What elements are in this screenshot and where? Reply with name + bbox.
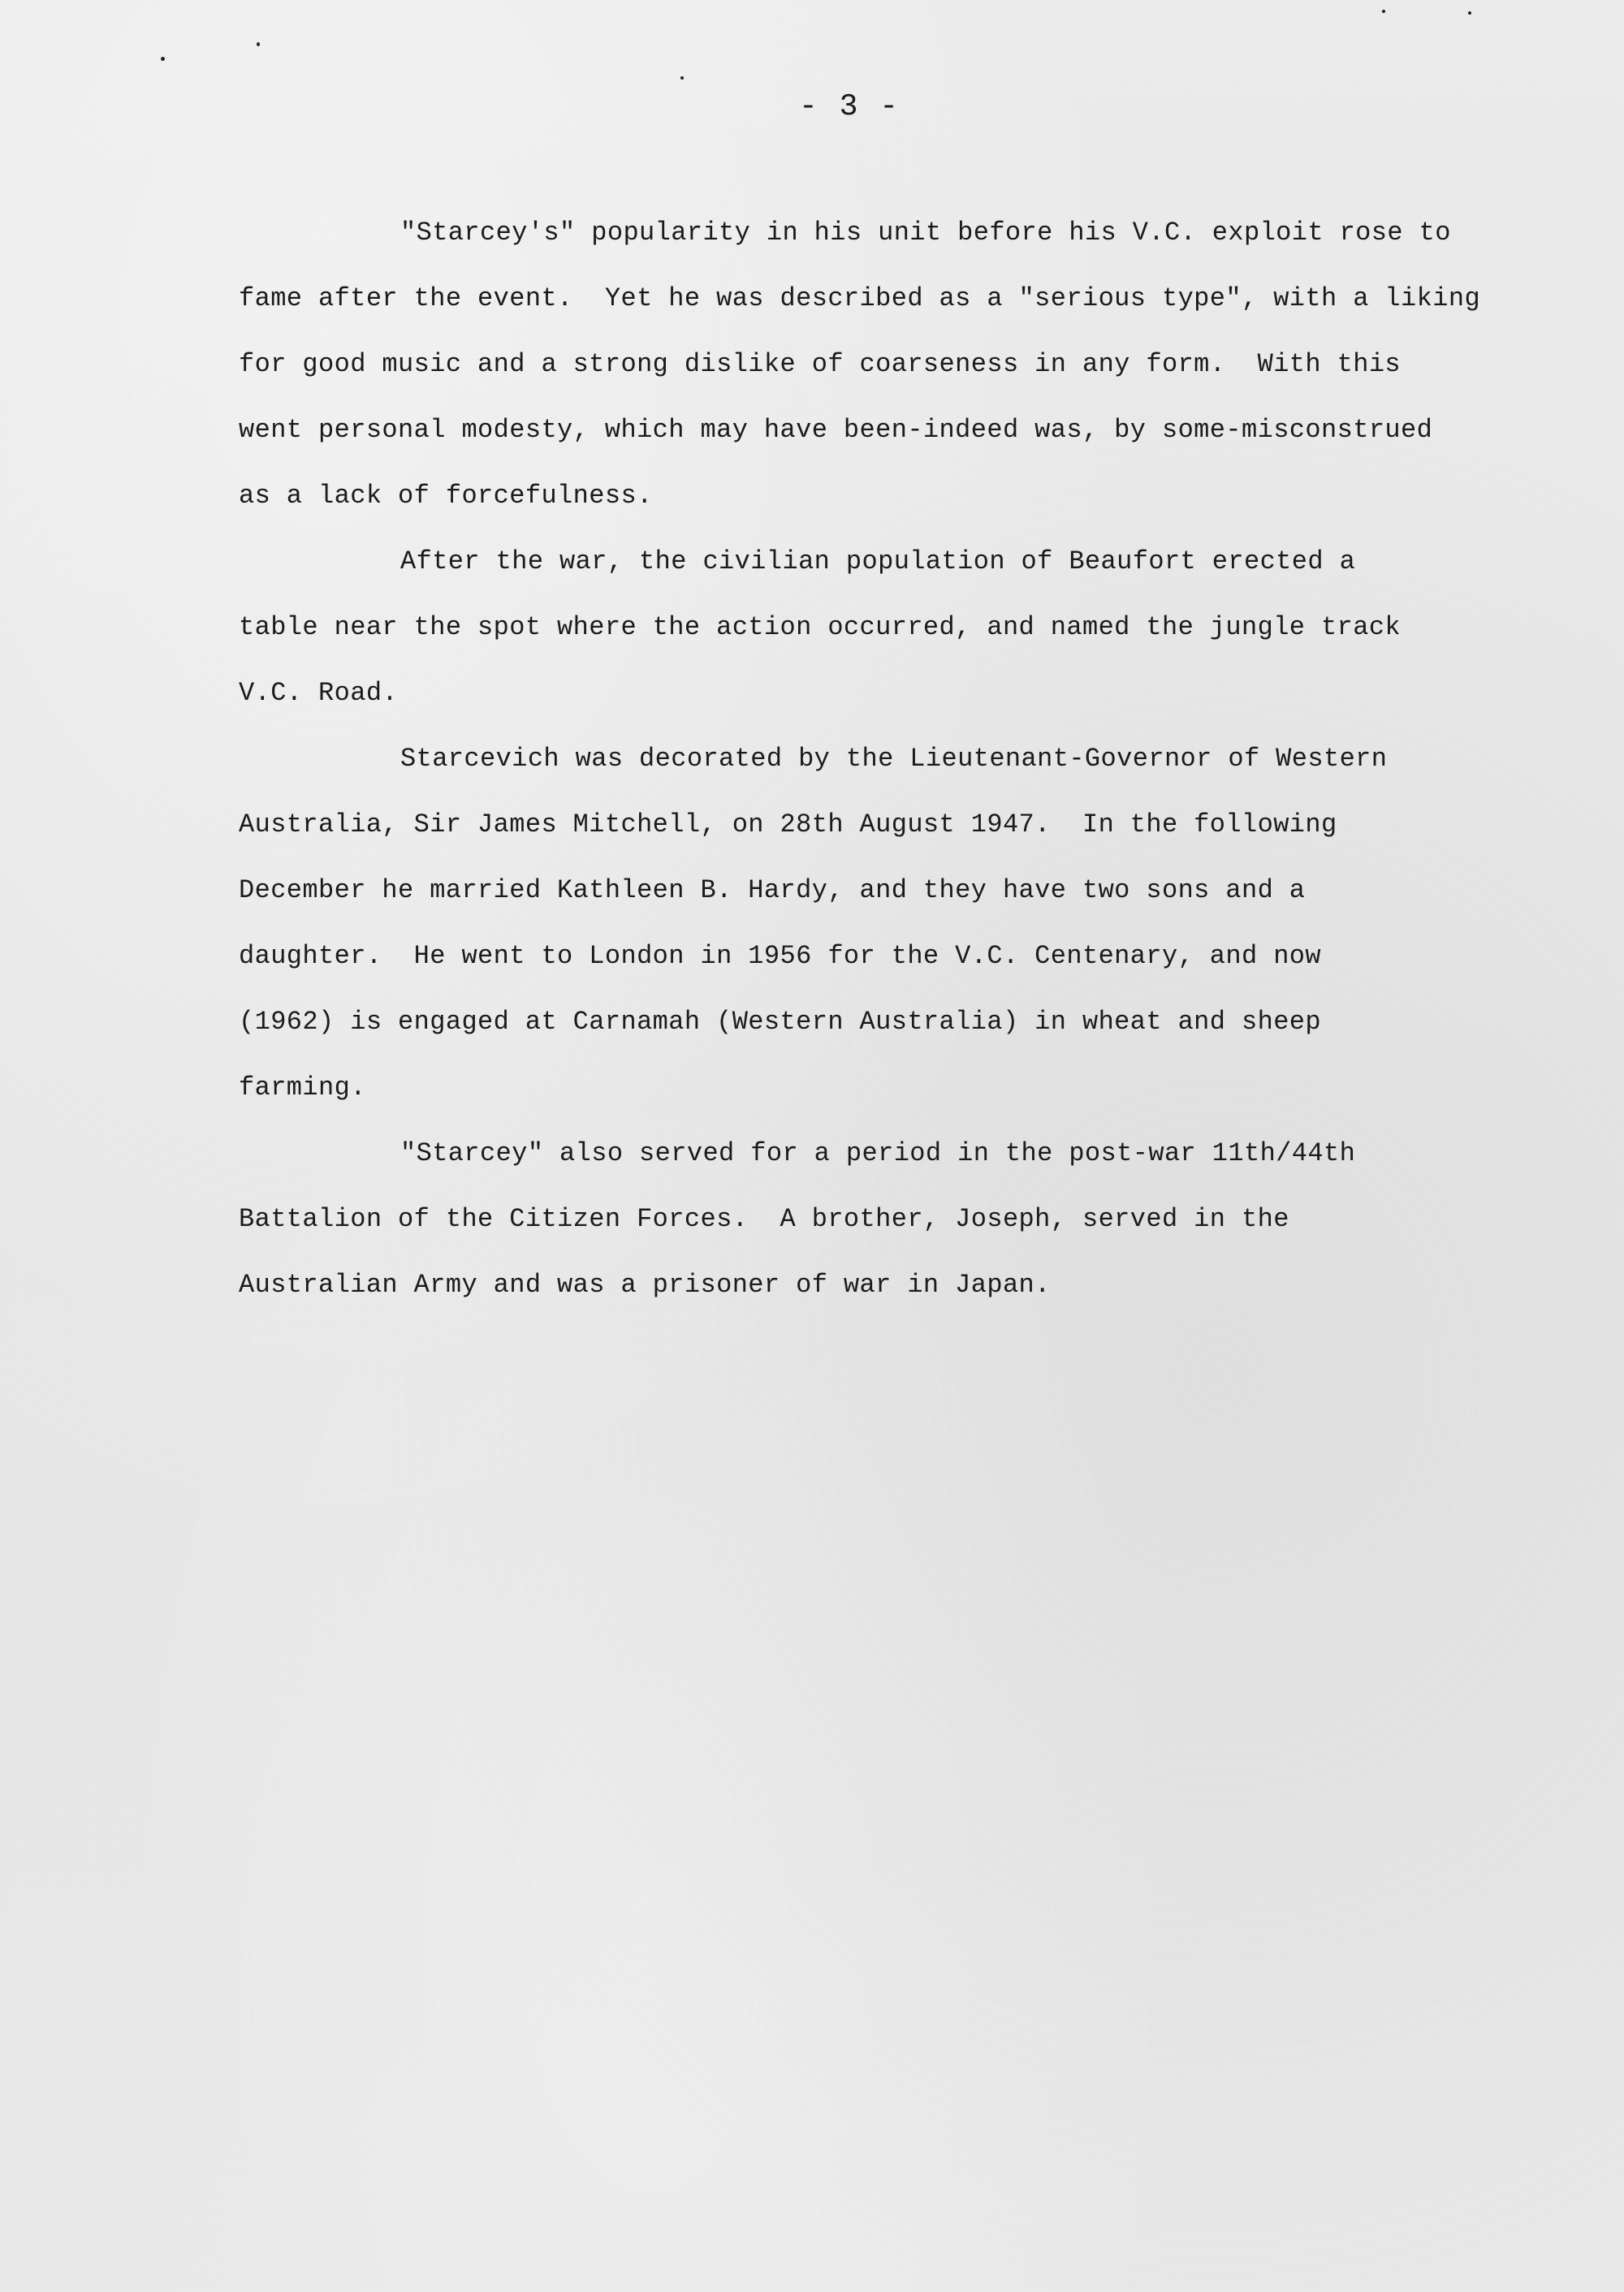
text-line: Starcevich was decorated by the Lieutenant-Governor of Western	[400, 744, 1388, 774]
text-line: daughter. He went to London in 1956 for the V.C. Centenary, and now	[239, 941, 1322, 971]
text-line: Australia, Sir James Mitchell, on 28th August 1947. In the following	[239, 809, 1337, 840]
paragraph	[239, 726, 1570, 1120]
text-line: After the war, the civilian population of Beaufort erected a	[400, 546, 1356, 576]
paper-speck	[680, 76, 684, 80]
page-number: - 3 -	[798, 89, 901, 124]
text-line: December he married Kathleen B. Hardy, and they have two sons and a	[239, 875, 1306, 905]
text-line: went personal modesty, which may have been-indeed was, by some-misconstrued	[239, 415, 1433, 445]
text-line: (1962) is engaged at Carnamah (Western Australia) in wheat and sheep	[239, 1007, 1322, 1037]
text-line: V.C. Road.	[239, 678, 399, 708]
paragraph	[239, 529, 1570, 726]
paper-speck	[161, 57, 165, 61]
paragraph	[239, 1120, 1570, 1318]
paper-speck	[257, 42, 260, 46]
paper-speck	[1468, 11, 1471, 15]
text-line: for good music and a strong dislike of coarseness in any form. With this	[239, 349, 1402, 379]
paragraph	[239, 200, 1570, 529]
text-line: Australian Army and was a prisoner of war in Japan.	[239, 1270, 1051, 1300]
text-line: table near the spot where the action occurred, and named the jungle track	[239, 612, 1402, 642]
text-line: Battalion of the Citizen Forces. A brother, Joseph, served in the	[239, 1204, 1289, 1234]
text-line: "Starcey's" popularity in his unit before his V.C. exploit rose to	[400, 218, 1451, 248]
text-line: as a lack of forcefulness.	[239, 481, 653, 511]
text-line: fame after the event. Yet he was described as a "serious type", with a liking	[239, 283, 1481, 313]
text-line: "Starcey" also served for a period in the post-war 11th/44th	[400, 1138, 1356, 1168]
paper-speck	[1382, 10, 1385, 13]
document-body	[239, 200, 1570, 1318]
text-line: farming.	[239, 1073, 366, 1103]
